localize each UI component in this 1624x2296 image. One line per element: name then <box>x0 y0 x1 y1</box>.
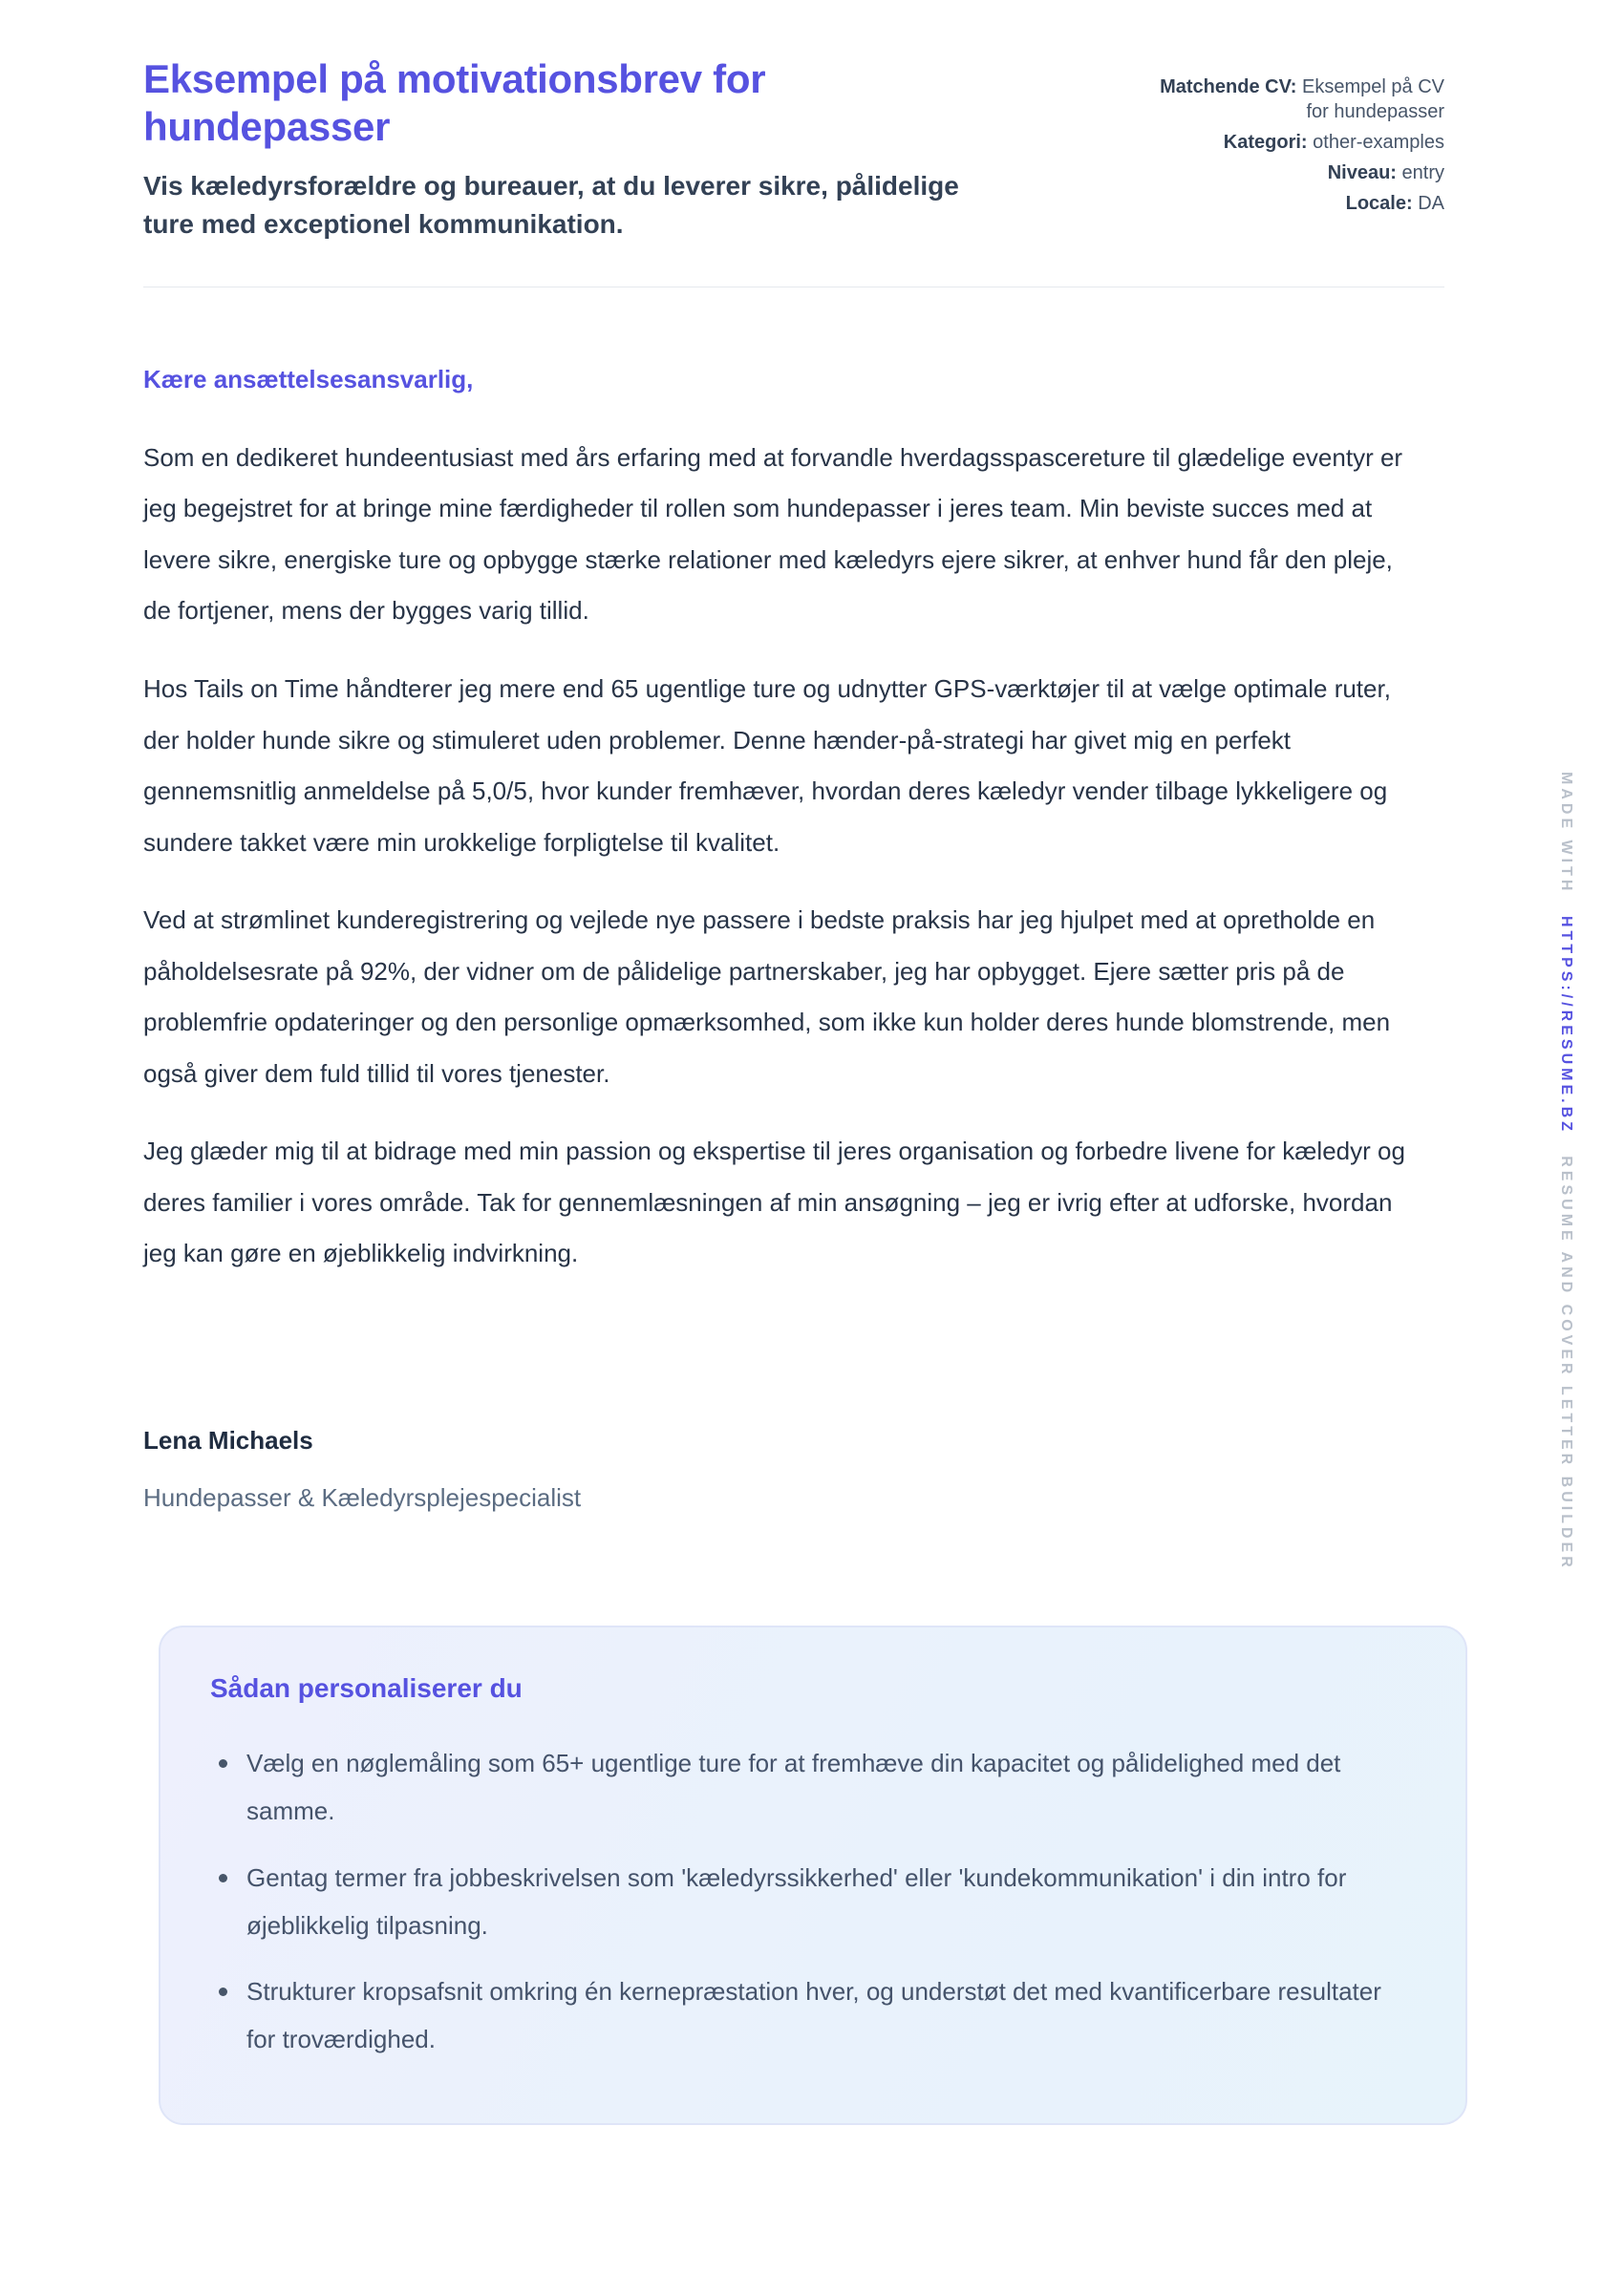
letter-paragraph: Ved at strømlinet kunderegistrering og vejlede nye passere i bedste praksis har jeg hjulpet med at opretholde en påholdelsesrate på 92%, der vidner om de pålidelige partnerskaber, jeg har opbygget. Ejere sætter pris på de problemfrie opdateringer og den personlige opmærksomhed, som ikke kun holder deres hunde blomstrende, men også giver dem fuld tillid til vores tjenester. <box>143 905 1391 1088</box>
meta-label: Matchende CV: <box>1160 76 1297 97</box>
signature-name: Lena Michaels <box>143 1426 313 1456</box>
tip-item: Gentag termer fra jobbeskrivelsen som 'kæledyrssikkerhed' eller 'kundekommunikation' i din intro for øjeblikkelig tilpasning. <box>210 1855 1416 1950</box>
page-header <box>143 55 1444 243</box>
meta-value: Eksempel på CV for hundepasser <box>1302 76 1444 122</box>
tips-card-title: Sådan personaliserer du <box>210 1672 523 1703</box>
letter-body <box>143 354 1423 1516</box>
letter-paragraph: Som en dedikeret hundeentusiast med års erfaring med at forvandle hverdagsspascereture til glædelige eventyr er jeg begejstret for at bringe mine færdigheder til rollen som hundepasser i jeres team. Min beviste succes med at levere sikre, energiske ture og opbygge stærke relationer med kæledyrs ejere sikrer, at enhver hund får den pleje, de fortjener, mens der bygges varig tillid. <box>143 442 1403 626</box>
cover-letter-page <box>143 55 1444 2125</box>
page-subtitle: Vis kæledyrsforældre og bureauer, at du leverer sikre, pålidelige ture med exceptionel kommunikation. <box>143 170 959 239</box>
made-with-label: MADE WITH <box>1558 772 1574 895</box>
greeting: Kære ansættelsesansvarlig, <box>143 365 474 394</box>
meta-value: entry <box>1401 162 1444 183</box>
title-block <box>143 55 1003 243</box>
tips-card <box>159 1626 1467 2125</box>
tip-item: Strukturer kropsafsnit omkring én kernepræstation hver, og understøt det med kvantificerbare resultater for troværdighed. <box>210 1968 1416 2064</box>
meta-label: Niveau: <box>1327 162 1397 183</box>
signature-role: Hundepasser & Kæledyrsplejespecialist <box>143 1483 582 1513</box>
side-banner <box>1557 772 1574 1571</box>
meta-value: DA <box>1418 193 1444 214</box>
banner-tagline: RESUME AND COVER LETTER BUILDER <box>1558 1156 1574 1571</box>
meta-row-category <box>1158 130 1444 155</box>
letter-paragraph: Hos Tails on Time håndterer jeg mere end 65 ugentlige ture og udnytter GPS-værktøjer til at vælge optimale ruter, der holder hunde sikre og stimuleret uden problemer. Denne hænder-på-strategi har givet mig en perfekt gennemsnitlig anmeldelse på 5,0/5, hvor kunder fremhæver, hvordan deres kæledyr vender tilbage lykkeligere og sundere takket være min urokkelige forpligtelse til kvalitet. <box>143 674 1391 857</box>
letter-paragraph: Jeg glæder mig til at bidrage med min passion og ekspertise til jeres organisation og forbedre livene for kæledyr og deres familier i vores område. Tak for gennemlæsningen af min ansøgning – jeg er ivrig efter at udforske, hvordan jeg kan gøre en øjeblikkelig indvirkning. <box>143 1137 1405 1268</box>
page-title: Eksempel på motivationsbrev for hundepasser <box>143 56 766 150</box>
meta-value: other-examples <box>1313 132 1444 153</box>
meta-label: Locale: <box>1345 193 1413 214</box>
meta-row-level <box>1158 160 1444 185</box>
meta-panel <box>1158 74 1444 222</box>
meta-row-locale <box>1158 191 1444 216</box>
resume-url-link[interactable]: HTTPS://RESUME.BZ <box>1558 915 1574 1135</box>
tips-list <box>210 1740 1416 2064</box>
meta-row-matching-cv <box>1158 74 1444 124</box>
tip-item: Vælg en nøglemåling som 65+ ugentlige ture for at fremhæve din kapacitet og pålidelighed med det samme. <box>210 1740 1416 1836</box>
meta-label: Kategori: <box>1223 132 1308 153</box>
signature-block <box>143 1423 1423 1516</box>
